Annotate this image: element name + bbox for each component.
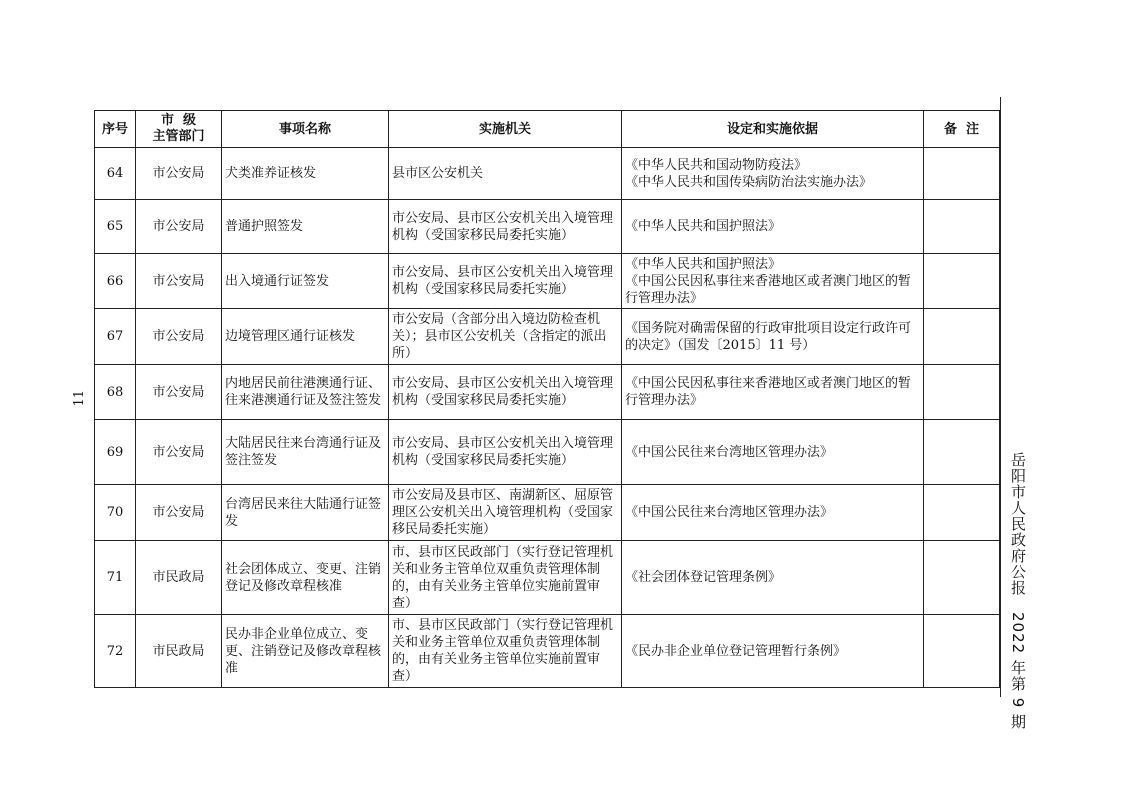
table-row (95, 254, 1000, 309)
basis-line: 《中华人民共和国动物防疫法》 (625, 157, 808, 173)
header-dept-line1: 市 级 (160, 113, 197, 128)
table-row (95, 485, 1000, 541)
row-agency: 市公安局、县市区公安机关出入境管理机构（受国家移民局委托实施） (389, 420, 622, 485)
row-basis (622, 615, 924, 688)
row-remark (924, 541, 1000, 615)
header-dept (136, 111, 222, 148)
row-basis (622, 309, 924, 365)
row-agency: 市公安局、县市区公安机关出入境管理机构（受国家移民局委托实施） (389, 200, 622, 254)
row-item: 出入境通行证签发 (222, 254, 389, 309)
basis-line: 《民办非企业单位登记管理暂行条例》 (625, 643, 847, 659)
row-dept: 市公安局 (136, 148, 222, 200)
table-row (95, 615, 1000, 688)
row-basis (622, 420, 924, 485)
table-row (95, 541, 1000, 615)
row-index: 70 (95, 485, 136, 541)
basis-line: 《社会团体登记管理条例》 (625, 570, 782, 585)
issue-number: 2022 年第 9 期 (1009, 612, 1027, 731)
row-basis (622, 148, 924, 200)
row-item: 社会团体成立、变更、注销登记及修改章程核准 (222, 541, 389, 615)
row-dept: 市公安局 (136, 420, 222, 485)
row-dept: 市公安局 (136, 485, 222, 541)
row-item: 民办非企业单位成立、变更、注销登记及修改章程核准 (222, 615, 389, 688)
basis-line: 《国务院对确需保留的行政审批项目设定行政许可的决定》（国发〔2015〕11 号） (625, 320, 912, 353)
row-agency: 市公安局、县市区公安机关出入境管理机构（受国家移民局委托实施） (389, 254, 622, 309)
row-remark (924, 365, 1000, 420)
row-agency: 市公安局及县市区、南湖新区、屈原管理区公安机关出入境管理机构（受国家移民局委托实施） (389, 485, 622, 541)
row-basis (622, 485, 924, 541)
row-item: 普通护照签发 (222, 200, 389, 254)
row-index: 66 (95, 254, 136, 309)
row-dept: 市公安局 (136, 309, 222, 365)
row-dept: 市公安局 (136, 365, 222, 420)
row-basis (622, 200, 924, 254)
header-remark: 备 注 (924, 111, 1000, 148)
row-basis (622, 254, 924, 309)
header-agency: 实施机关 (389, 111, 622, 148)
row-remark (924, 254, 1000, 309)
row-remark (924, 148, 1000, 200)
table-row (95, 365, 1000, 420)
table-body (95, 148, 1000, 688)
side-publication-title (1008, 452, 1029, 730)
side-divider (1000, 97, 1001, 697)
row-index: 69 (95, 420, 136, 485)
publication-name: 岳阳市人民政府公报 (1009, 452, 1027, 596)
row-agency: 县市区公安机关 (389, 148, 622, 200)
basis-line: 《中国公民往来台湾地区管理办法》 (625, 505, 834, 520)
row-agency: 市公安局、县市区公安机关出入境管理机构（受国家移民局委托实施） (389, 365, 622, 420)
row-dept: 市民政局 (136, 615, 222, 688)
page-number: 11 (72, 390, 87, 407)
row-dept: 市公安局 (136, 200, 222, 254)
row-index: 64 (95, 148, 136, 200)
basis-line: 《中华人民共和国传染病防治法实施办法》 (625, 174, 873, 190)
row-remark (924, 615, 1000, 688)
row-index: 68 (95, 365, 136, 420)
row-remark (924, 485, 1000, 541)
table-header-row (95, 111, 1000, 148)
header-item: 事项名称 (222, 111, 389, 148)
row-item: 台湾居民来往大陆通行证签发 (222, 485, 389, 541)
row-dept: 市公安局 (136, 254, 222, 309)
header-index: 序号 (95, 111, 136, 148)
row-index: 72 (95, 615, 136, 688)
approval-items-table (94, 110, 1000, 688)
row-agency: 市、县市区民政部门（实行登记管理机关和业务主管单位双重负责管理体制的，由有关业务主管单位实施前置审查） (389, 541, 622, 615)
row-item: 犬类准养证核发 (222, 148, 389, 200)
row-index: 67 (95, 309, 136, 365)
row-index: 65 (95, 200, 136, 254)
table-row (95, 200, 1000, 254)
table-row (95, 309, 1000, 365)
row-agency: 市公安局（含部分出入境边防检查机关）；县市区公安机关（含指定的派出所） (389, 309, 622, 365)
row-index: 71 (95, 541, 136, 615)
table-row (95, 420, 1000, 485)
header-dept-line2: 主管部门 (152, 129, 205, 144)
row-remark (924, 200, 1000, 254)
row-basis (622, 541, 924, 615)
basis-line: 《中国公民因私事往来香港地区或者澳门地区的暂行管理办法》 (625, 376, 912, 408)
table-row (95, 148, 1000, 200)
row-item: 内地居民前往港澳通行证、往来港澳通行证及签注签发 (222, 365, 389, 420)
row-item: 边境管理区通行证核发 (222, 309, 389, 365)
basis-line: 《中华人民共和国护照法》 (625, 256, 782, 272)
row-item: 大陆居民往来台湾通行证及签注签发 (222, 420, 389, 485)
basis-line: 《中华人民共和国护照法》 (625, 219, 782, 234)
row-basis (622, 365, 924, 420)
row-dept: 市民政局 (136, 541, 222, 615)
basis-line: 《中国公民因私事往来香港地区或者澳门地区的暂行管理办法》 (625, 273, 912, 306)
row-agency: 市、县市区民政部门（实行登记管理机关和业务主管单位双重负责管理体制的，由有关业务主管单位实施前置审查） (389, 615, 622, 688)
header-basis: 设定和实施依据 (622, 111, 924, 148)
basis-line: 《中国公民往来台湾地区管理办法》 (625, 444, 834, 460)
row-remark (924, 309, 1000, 365)
row-remark (924, 420, 1000, 485)
approval-items-table-container (94, 110, 999, 688)
